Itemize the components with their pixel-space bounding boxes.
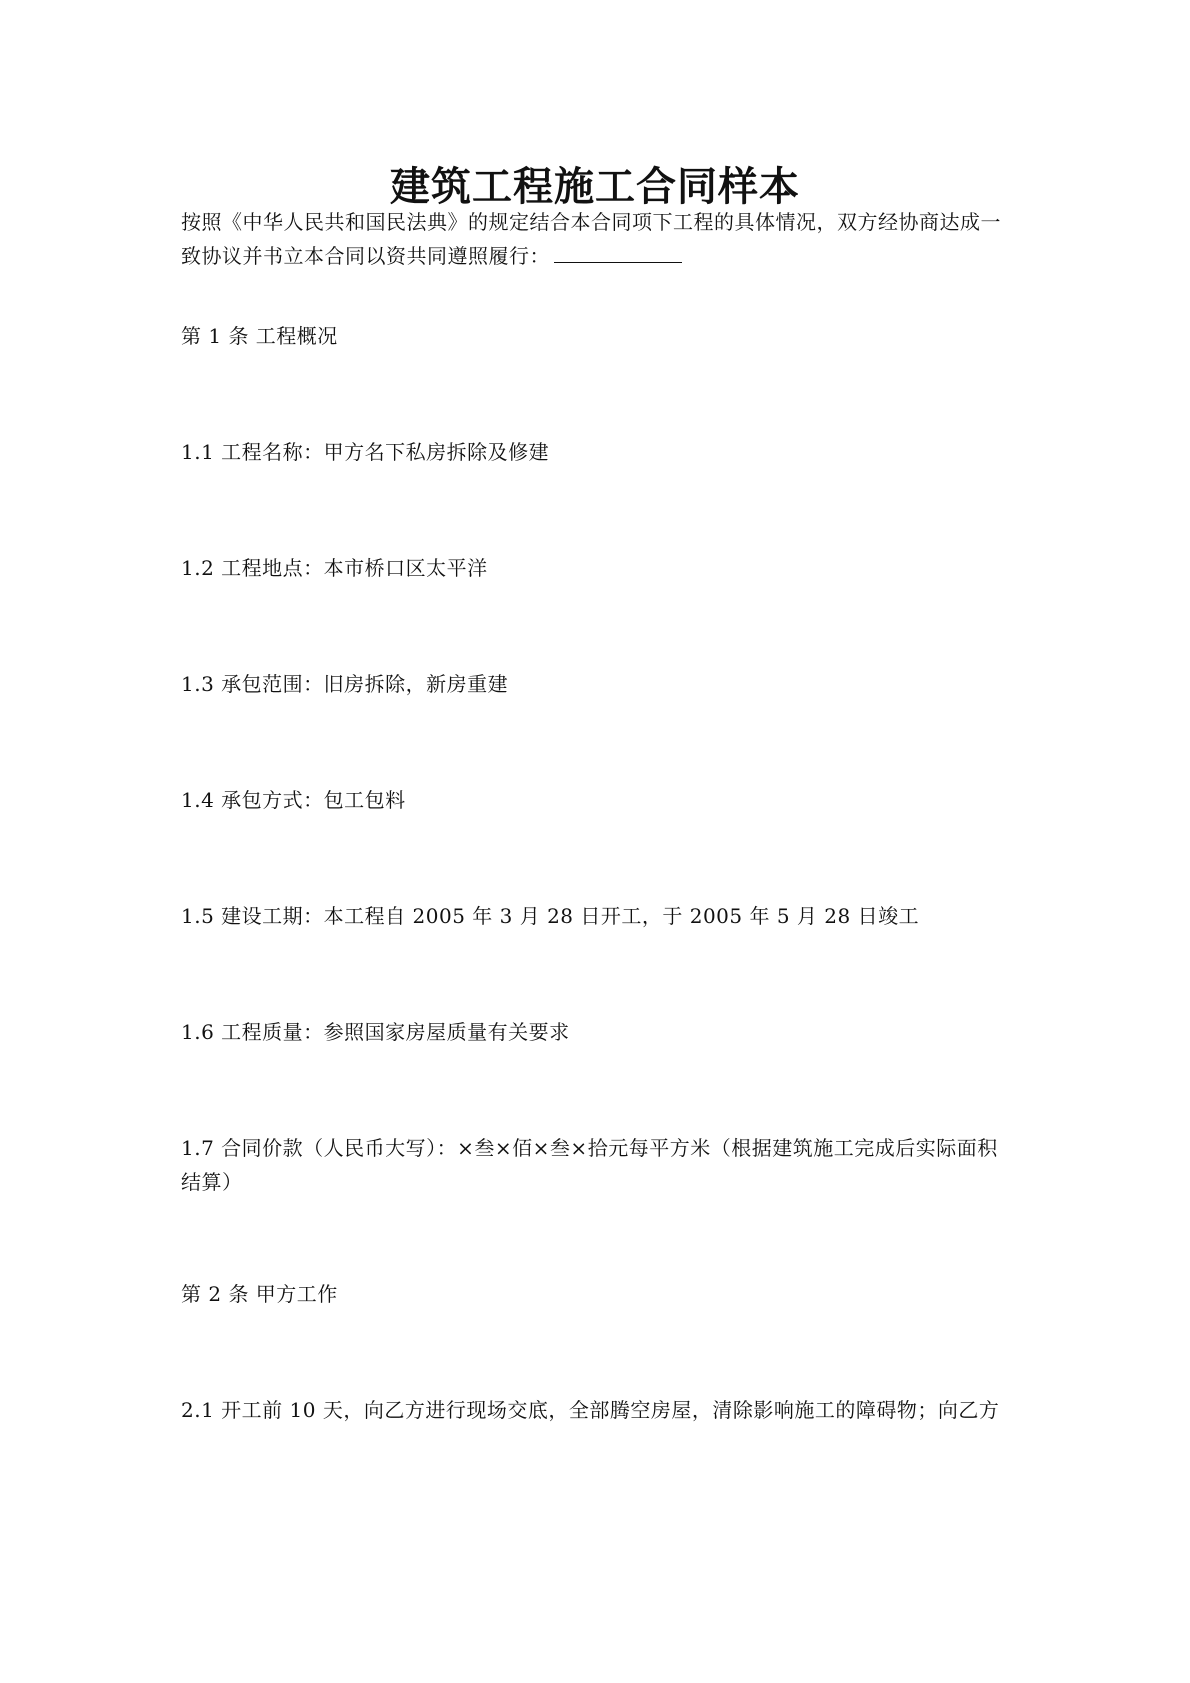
- clause-1-3: 1.3 承包范围：旧房拆除，新房重建: [181, 672, 509, 696]
- clause-1-1: 1.1 工程名称：甲方名下私房拆除及修建: [181, 440, 550, 464]
- article-1-heading: 第 1 条 工程概况: [181, 324, 338, 348]
- intro-text: 按照《中华人民共和国民法典》的规定结合本合同项下工程的具体情况，双方经协商达成一致协议并书立本合同以资共同遵照履行：: [181, 210, 1001, 268]
- clause-1-5: 1.5 建设工期：本工程自 2005 年 3 月 28 日开工，于 2005 年 5 月 28 日竣工: [181, 904, 920, 928]
- fill-in-blank[interactable]: [554, 244, 682, 263]
- clause-2-1: 2.1 开工前 10 天，向乙方进行现场交底，全部腾空房屋，清除影响施工的障碍物；向乙方: [181, 1398, 1000, 1422]
- clause-1-2: 1.2 工程地点：本市桥口区太平洋: [181, 556, 488, 580]
- intro-paragraph: [181, 205, 1016, 273]
- document-title: 建筑工程施工合同样本: [390, 163, 800, 210]
- clause-1-7: 1.7 合同价款（人民币大写）：×叁×佰×叁×拾元每平方米（根据建筑施工完成后实际面积结算）: [181, 1136, 998, 1194]
- article-2-heading: 第 2 条 甲方工作: [181, 1282, 338, 1306]
- clause-1-6: 1.6 工程质量：参照国家房屋质量有关要求: [181, 1020, 570, 1044]
- clause-1-4: 1.4 承包方式：包工包料: [181, 788, 406, 812]
